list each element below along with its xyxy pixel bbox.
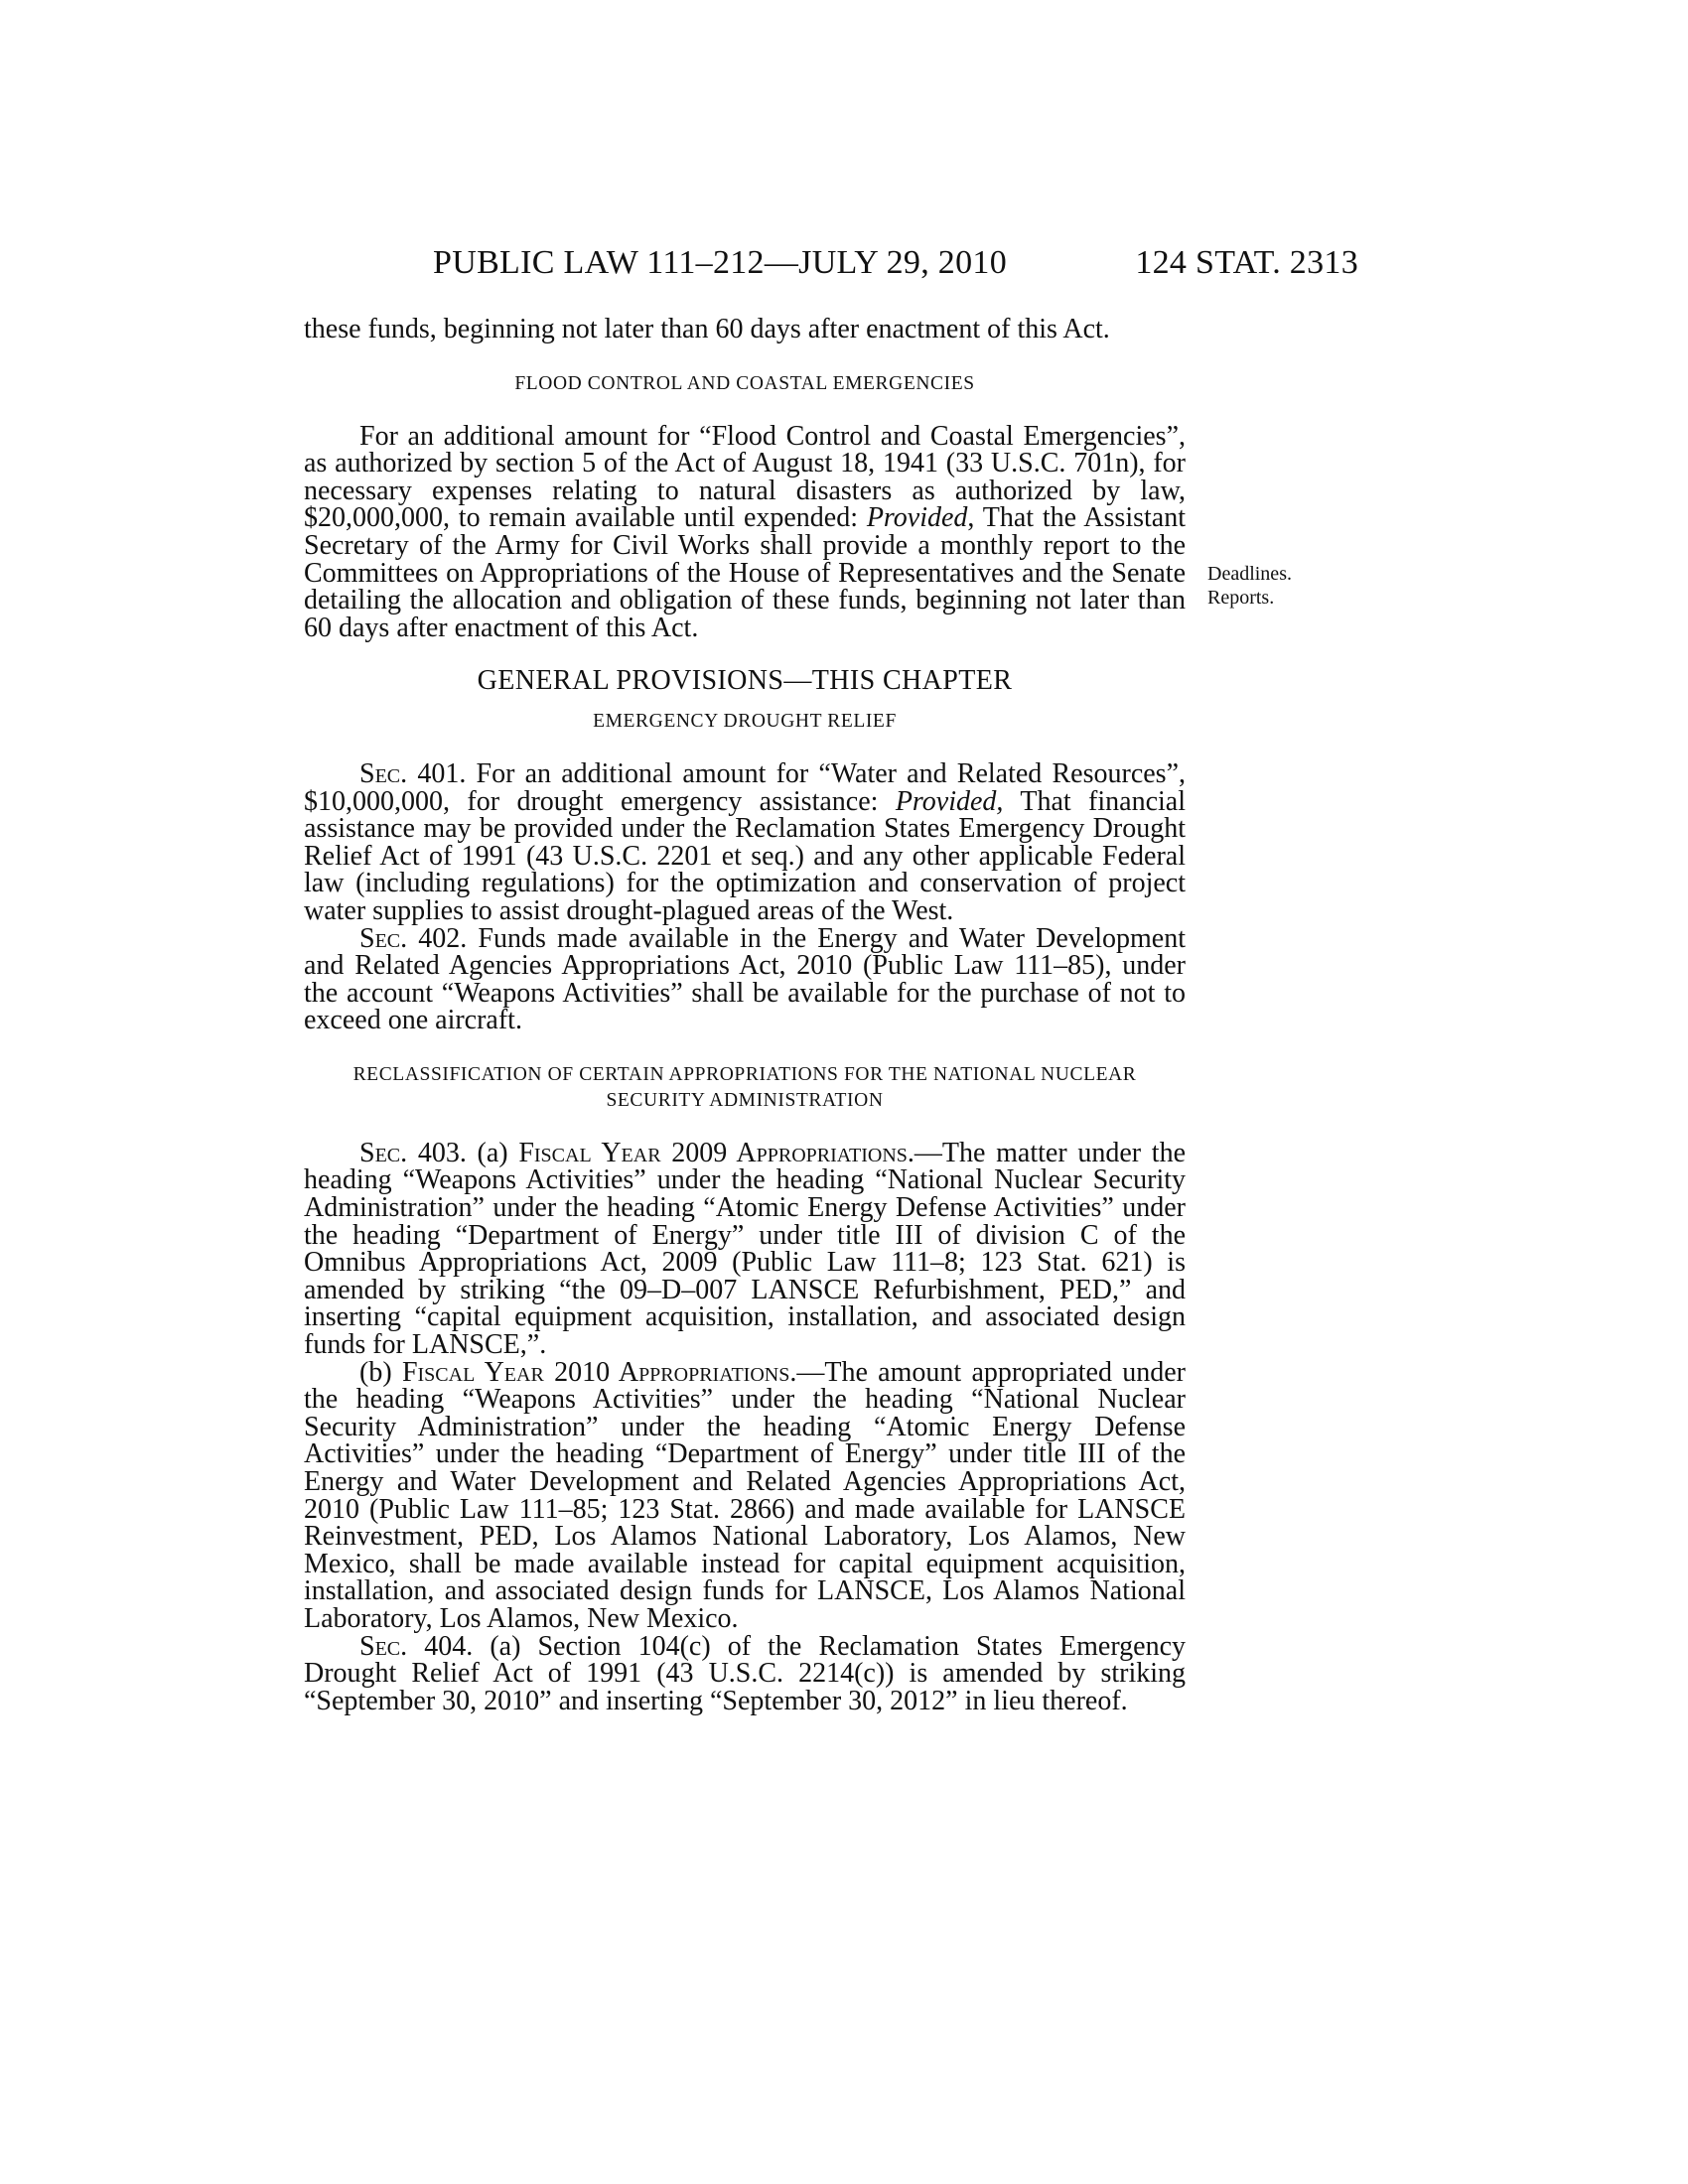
sec-403-b-heading: Fiscal Year 2010 Appropriations <box>401 1356 790 1388</box>
sec-403-label: Sec. <box>359 1137 408 1168</box>
sec-403-b-text: .—The amount appropriated under the heading “Weapons Activities” under the heading “National Nuclear Security Administration” under the heading “Atomic Energy Defense Activities” under the heading “Department of Energy” under title III of the Energy and Water Development and Related Agencies Appropriations Act, 2010 (Public Law 111–85; 123 Stat. 2866) and made available for LANSCE Reinvestment, PED, Los Alamos National Laboratory, Los Alamos, New Mexico, shall be made available instead for capital equipment acquisition, installation, and associated design funds for LANSCE, Los Alamos National Laboratory, Los Alamos, New Mexico. <box>304 1356 1187 1634</box>
margin-note-reports: Reports. <box>1207 587 1275 609</box>
reclassification-heading: RECLASSIFICATION OF CERTAIN APPROPRIATIONS FOR THE NATIONAL NUCLEAR SECURITY ADMINISTRATION <box>352 1063 1137 1111</box>
sec-401-label: Sec. <box>359 757 408 789</box>
sec-403-a-text: .—The matter under the heading “Weapons Activities” under the heading “National Nuclear Security Administration” under the heading “Atomic Energy Defense Activities” under the heading “Department of Energy” under title III of division C of the Omnibus Appropriations Act, 2009 (Public Law 111–8; 123 Stat. 621) is amended by striking “the 09–D–007 LANSCE Refurbishment, PED,” and inserting “capital equipment acquisition, installation, and associated design funds for LANSCE,”. <box>304 1137 1186 1361</box>
general-provisions-heading: GENERAL PROVISIONS—THIS CHAPTER <box>477 665 1013 697</box>
drought-relief-heading: EMERGENCY DROUGHT RELIEF <box>593 710 897 732</box>
statute-page-number: 124 STAT. 2313 <box>1135 244 1358 281</box>
sec-401-text-a: 401. For an additional amount for “Water and Related Resources”, $10,000,000, for drought emergency assistance: <box>304 757 1186 817</box>
sec-403-a-prefix: 403. (a) <box>407 1137 519 1168</box>
flood-provided: Provided <box>866 502 968 534</box>
flood-control-paragraph <box>304 420 1186 643</box>
sec-403-a-heading: Fiscal Year 2009 Appropriations <box>518 1137 908 1168</box>
intro-paragraph: these funds, beginning not later than 60 days after enactment of this Act. <box>304 314 1110 344</box>
page-header <box>433 244 1358 288</box>
sec-401-provided: Provided, <box>895 785 1004 817</box>
sec-401-paragraph <box>304 757 1186 926</box>
sec-404-paragraph <box>304 1630 1186 1716</box>
margin-notes <box>1207 562 1292 610</box>
sec-402-label: Sec. <box>359 922 408 954</box>
flood-text-b: , That the Assistant Secretary of the Army for Civil Works shall provide a monthly report to the Committees on Appropriations of the House of Representatives and the Senate detailing the allocation and obligation of these funds, beginning not later than 60 days after enactment of this Act. <box>304 502 1186 643</box>
sec-403-b-prefix: (b) <box>359 1356 402 1388</box>
sec-402-text: 402. Funds made available in the Energy and Water Development and Related Agencies Appropriations Act, 2010 (Public Law 111–85), under the account “Weapons Activities” shall be available for the purchase of not to exceed one aircraft. <box>304 922 1186 1036</box>
sec-401-text-b: That financial assistance may be provided under the Reclamation States Emergency Drought Relief Act of 1991 (43 U.S.C. 2201 et seq.) and any other applicable Federal law (including regulations) for the optimization and conservation of project water supplies to assist drought-plagued areas of the West. <box>304 785 1186 926</box>
flood-text-a: For an additional amount for “Flood Control and Coastal Emergencies”, as authorized by section 5 of the Act of August 18, 1941 (33 U.S.C. 701n), for necessary expenses relating to natural disasters as authorized by law, $20,000,000, to remain available until expended: <box>304 420 1186 534</box>
sec-402-paragraph <box>304 922 1186 1036</box>
sec-404-label: Sec. <box>359 1630 408 1662</box>
public-law-title: PUBLIC LAW 111–212—JULY 29, 2010 <box>433 244 1008 281</box>
sec-404-text: 404. (a) Section 104(c) of the Reclamation States Emergency Drought Relief Act of 1991 (43 U.S.C. 2214(c)) is amended by striking “September 30, 2010” and inserting “September 30, 2012” in lieu thereof. <box>304 1630 1186 1716</box>
flood-control-heading: FLOOD CONTROL AND COASTAL EMERGENCIES <box>514 372 975 394</box>
body-text <box>304 316 1186 1714</box>
sec-403-b-paragraph <box>304 1356 1187 1634</box>
sec-403-a-paragraph <box>304 1137 1186 1361</box>
margin-note-deadlines: Deadlines. <box>1207 563 1292 585</box>
